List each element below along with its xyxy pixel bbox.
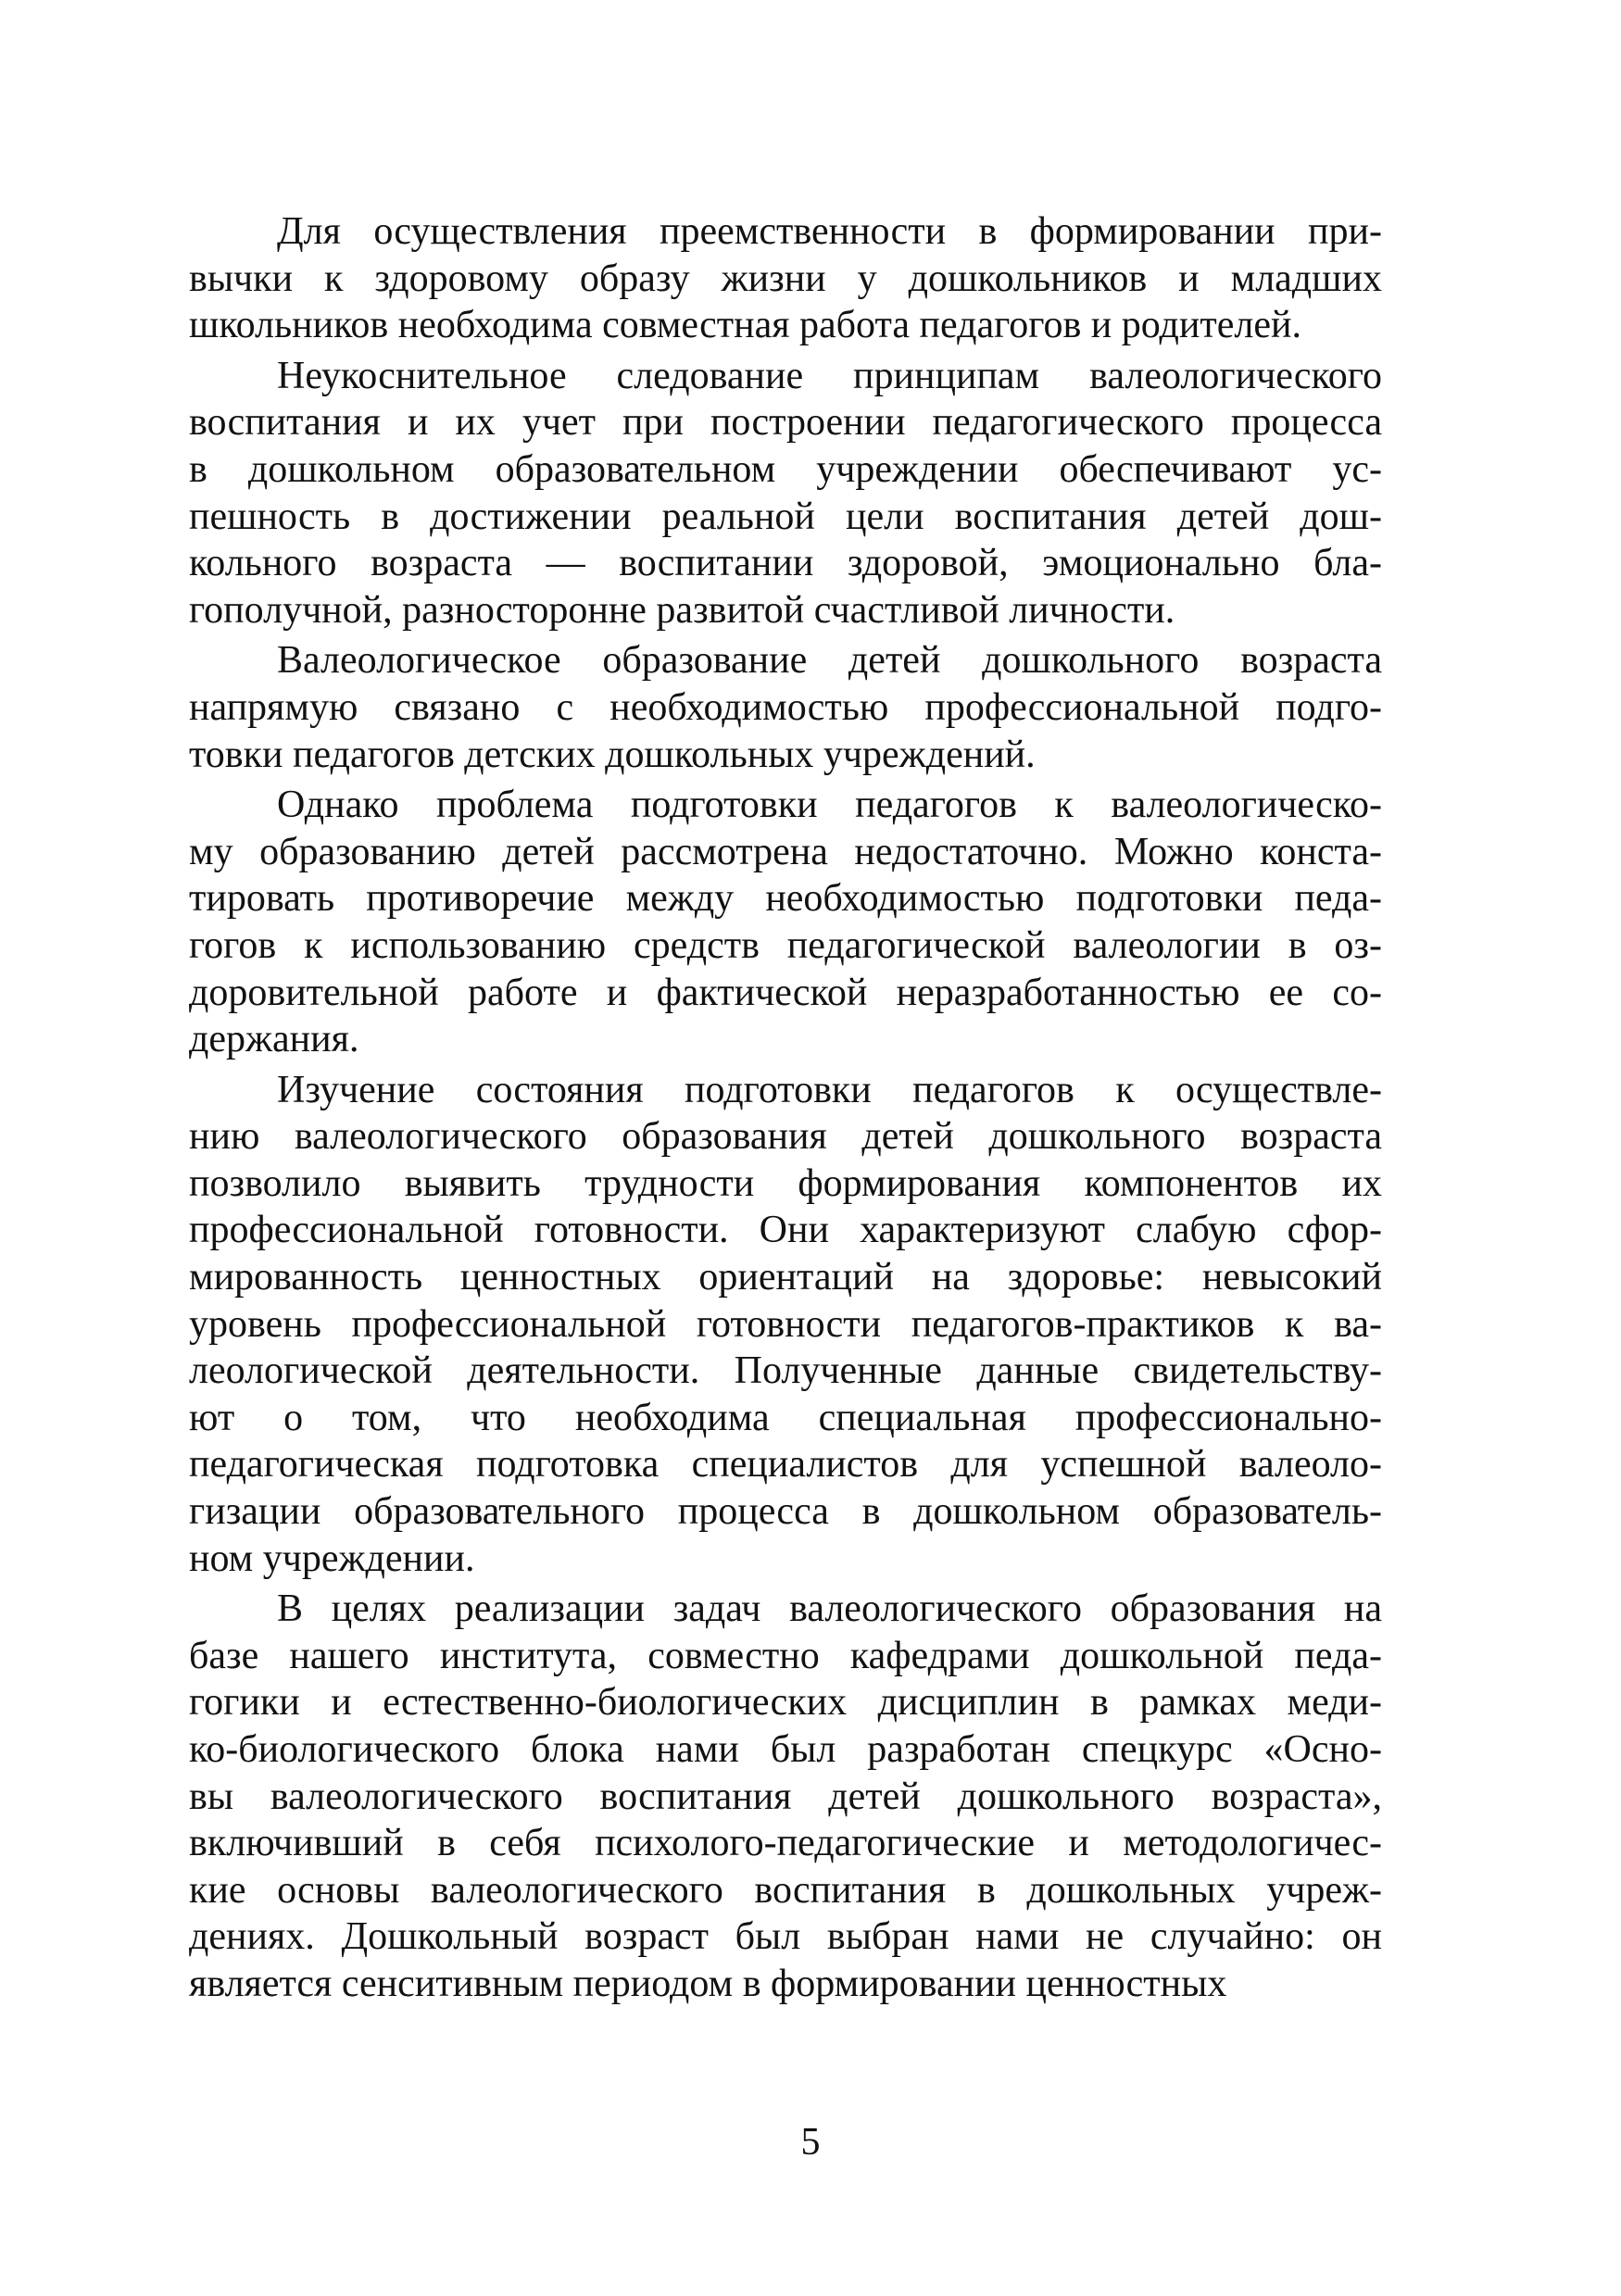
text-line: товки педагогов детских дошкольных учреждений. bbox=[189, 733, 1036, 776]
text-line: леологической деятельности. Полученные данные свидетельству- bbox=[189, 1349, 1382, 1393]
text-line: включивший в себя психолого-педагогические и методологичес- bbox=[189, 1822, 1382, 1865]
paragraph bbox=[189, 1586, 1382, 2007]
text-line: Для осуществления преемственности в формировании при- bbox=[277, 210, 1382, 253]
paragraph bbox=[189, 1067, 1382, 1583]
page-number: 5 bbox=[800, 2121, 821, 2164]
text-line: нию валеологического образования детей дошкольного возраста bbox=[189, 1115, 1382, 1159]
text-line: воспитания и их учет при построении педагогического процесса bbox=[189, 401, 1382, 445]
text-line: Валеологическое образование детей дошкольного возраста bbox=[277, 639, 1382, 683]
text-line: школьников необходима совместная работа педагогов и родителей. bbox=[189, 304, 1301, 347]
text-line: педагогическая подготовка специалистов для успешной валеоло- bbox=[189, 1443, 1382, 1487]
text-line: дениях. Дошкольный возраст был выбран нами не случайно: он bbox=[189, 1915, 1382, 1959]
paragraph bbox=[189, 208, 1382, 349]
text-line: в дошкольном образовательном учреждении обеспечивают ус- bbox=[189, 447, 1382, 491]
text-line: гополучной, разносторонне развитой счастливой личности. bbox=[189, 588, 1175, 632]
text-line: кие основы валеологического воспитания в дошкольных учреж- bbox=[189, 1868, 1382, 1912]
text-line: ко-биологического блока нами был разработан спецкурс «Осно- bbox=[189, 1728, 1382, 1771]
text-line: позволило выявить трудности формирования компонентов их bbox=[189, 1161, 1382, 1205]
text-line: В целях реализации задач валеологического образования на bbox=[277, 1587, 1382, 1631]
paragraph bbox=[189, 353, 1382, 634]
text-line: пешность в достижении реальной цели воспитания детей дош- bbox=[189, 495, 1382, 538]
text-line: уровень профессиональной готовности педагогов-практиков к ва- bbox=[189, 1302, 1382, 1346]
text-line: Изучение состояния подготовки педагогов к осуществле- bbox=[277, 1068, 1382, 1111]
paragraph bbox=[189, 782, 1382, 1063]
text-line: вычки к здоровому образу жизни у дошкольников и младших bbox=[189, 257, 1382, 300]
text-line: тировать противоречие между необходимостью подготовки педа- bbox=[189, 877, 1382, 921]
paragraph bbox=[189, 637, 1382, 778]
text-line: базе нашего института, совместно кафедрами дошкольной педа- bbox=[189, 1634, 1382, 1677]
text-line: доровительной работе и фактической неразработанностью ее со- bbox=[189, 971, 1382, 1014]
text-line: напрямую связано с необходимостью профессиональной подго- bbox=[189, 685, 1382, 729]
text-line: ют о том, что необходима специальная профессионально- bbox=[189, 1396, 1382, 1439]
text-line: му образованию детей рассмотрена недостаточно. Можно конста- bbox=[189, 830, 1382, 873]
text-line: держания. bbox=[189, 1018, 359, 1061]
text-line: ном учреждении. bbox=[189, 1537, 475, 1580]
text-line: вы валеологического воспитания детей дошкольного возраста», bbox=[189, 1775, 1382, 1818]
text-line: мированность ценностных ориентаций на здоровье: невысокий bbox=[189, 1256, 1382, 1299]
text-line: профессиональной готовности. Они характеризуют слабую сфор- bbox=[189, 1209, 1382, 1252]
text-line: Однако проблема подготовки педагогов к валеологическо- bbox=[277, 784, 1382, 827]
text-line: гогов к использованию средств педагогической валеологии в оз- bbox=[189, 923, 1382, 967]
text-line: является сенситивным периодом в формировании ценностных bbox=[189, 1962, 1227, 2005]
body-text bbox=[189, 208, 1382, 2008]
text-line: гизации образовательного процесса в дошкольном образователь- bbox=[189, 1490, 1382, 1534]
text-line: кольного возраста — воспитании здоровой, эмоционально бла- bbox=[189, 542, 1382, 585]
text-line: Неукоснительное следование принципам валеологического bbox=[277, 354, 1382, 397]
text-line: гогики и естественно-биологических дисциплин в рамках меди- bbox=[189, 1681, 1382, 1725]
